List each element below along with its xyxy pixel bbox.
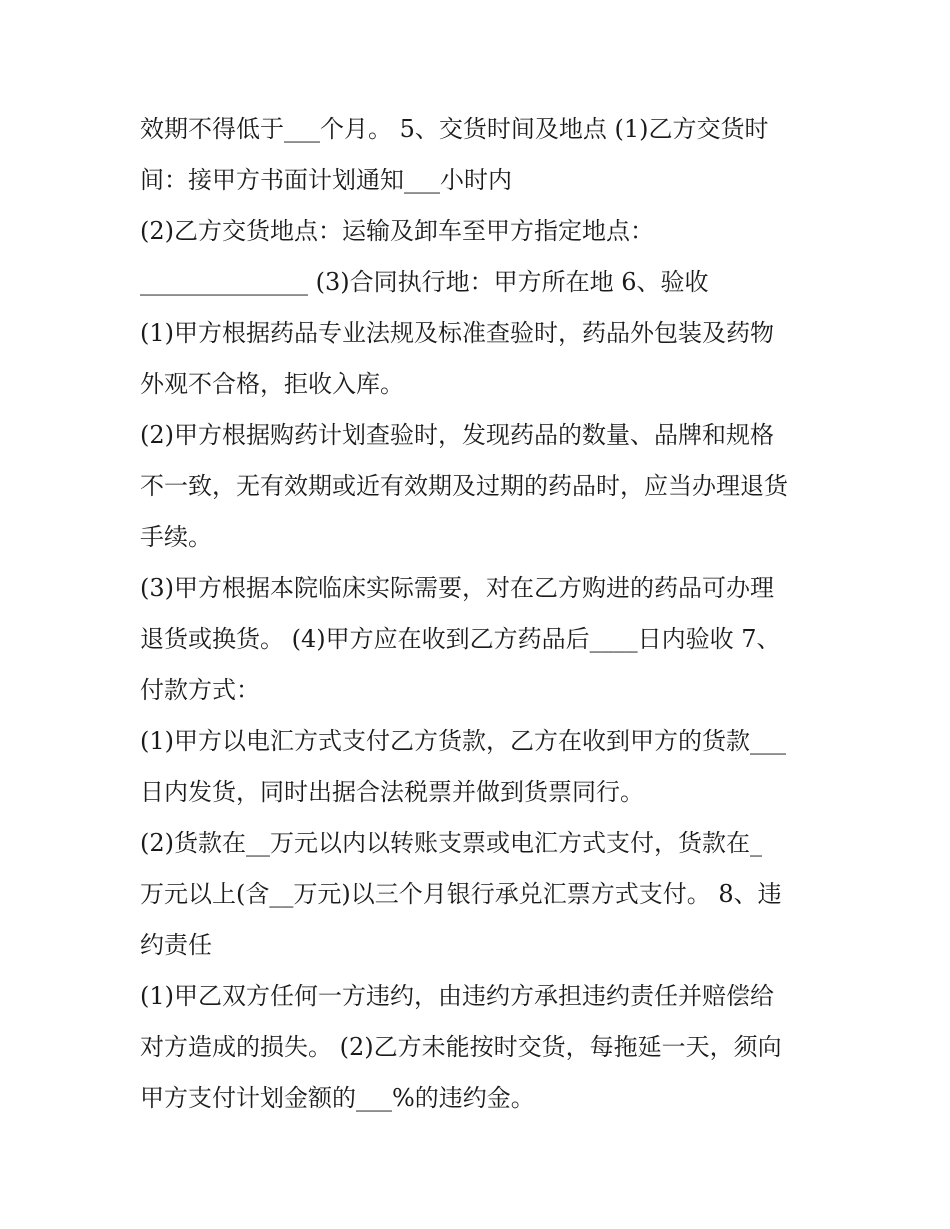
text-line: 对方造成的损失。 (2)乙方未能按时交货，每拖延一天，须向	[140, 1033, 782, 1061]
text-line: (1)甲方以电汇方式支付乙方货款，乙方在收到甲方的货款___	[140, 727, 786, 755]
text-line: (3)甲方根据本院临床实际需要，对在乙方购进的药品可办理	[140, 574, 774, 602]
text-line: (2)甲方根据购药计划查验时，发现药品的数量、品牌和规格	[140, 421, 774, 449]
text-line: 退货或换货。 (4)甲方应在收到乙方药品后____日内验收 7、	[140, 625, 781, 653]
text-line: 不一致，无有效期或近有效期及过期的药品时，应当办理退货	[140, 472, 788, 500]
text-line: 付款方式：	[140, 676, 260, 704]
text-line: 间：接甲方书面计划通知___小时内	[140, 166, 512, 194]
text-line: (1)甲乙双方任何一方违约，由违约方承担违约责任并赔偿给	[140, 982, 774, 1010]
text-line: (2)乙方交货地点：运输及卸车至甲方指定地点：	[140, 217, 654, 245]
text-line: (1)甲方根据药品专业法规及标准查验时，药品外包装及药物	[140, 319, 774, 347]
contract-body-text	[140, 104, 820, 1124]
text-line: 万元以上(含__万元)以三个月银行承兑汇票方式支付。 8、违	[140, 880, 782, 908]
text-line: 外观不合格，拒收入库。	[140, 370, 404, 398]
text-line: 效期不得低于___个月。 5、交货时间及地点 (1)乙方交货时	[140, 115, 769, 143]
text-line: 日内发货，同时出据合法税票并做到货票同行。	[140, 778, 644, 806]
text-line: 手续。	[140, 523, 212, 551]
text-line: ______________ (3)合同执行地：甲方所在地 6、验收	[140, 268, 709, 296]
text-line: 约责任	[140, 931, 212, 959]
text-line: (2)货款在__万元以内以转账支票或电汇方式支付，货款在_	[140, 829, 762, 857]
text-line: 甲方支付计划金额的___%的违约金。	[140, 1084, 535, 1112]
